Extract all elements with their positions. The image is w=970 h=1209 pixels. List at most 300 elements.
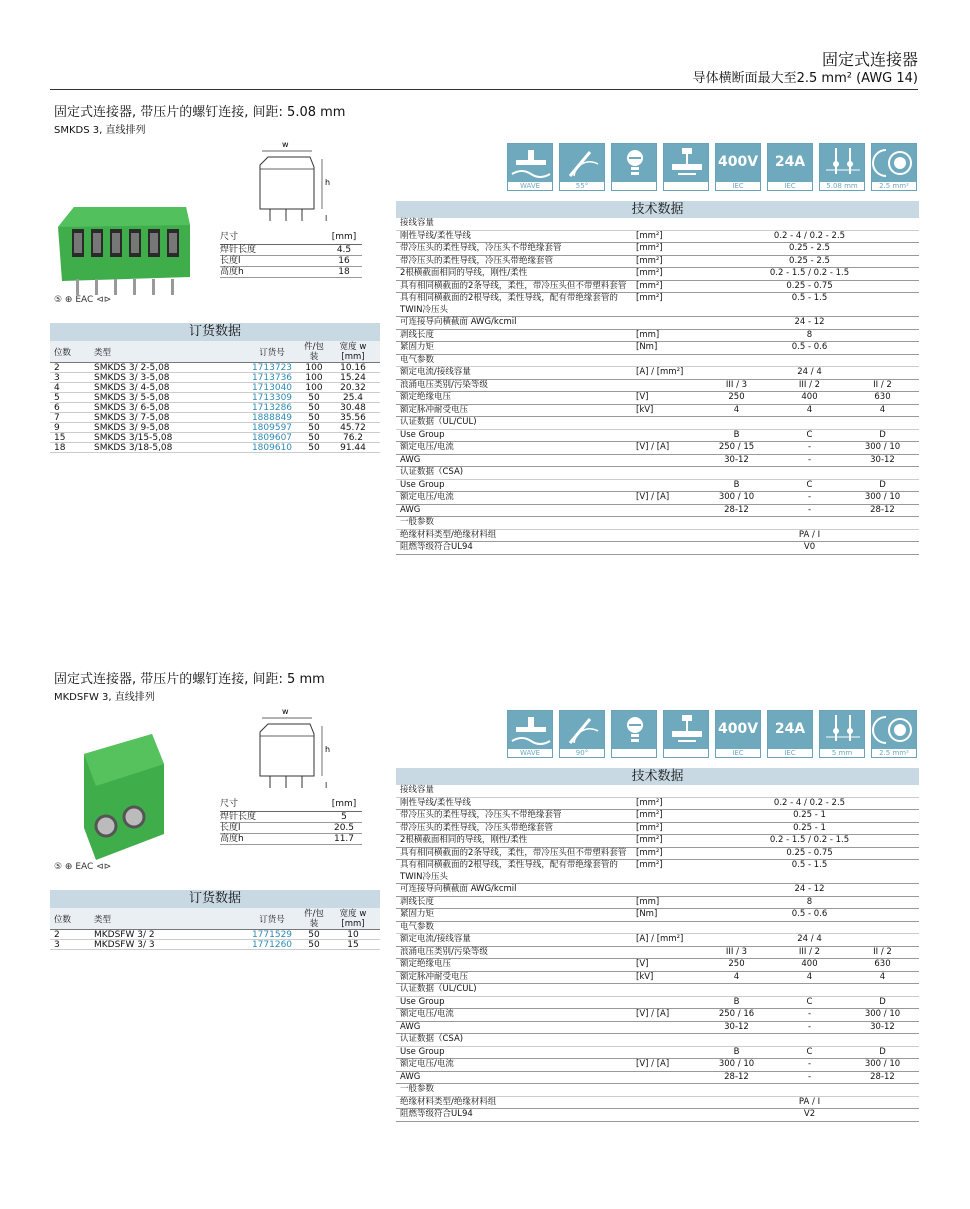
order-cell: SMKDS 3/ 9-5,08: [94, 423, 170, 433]
tech-unit: [636, 1034, 690, 1046]
order-cell: SMKDS 3/ 5-5,08: [94, 393, 170, 403]
order-row: [50, 940, 380, 950]
tech-group-heading: [396, 785, 919, 798]
order-cell: 15: [54, 433, 66, 443]
tech-row: [396, 505, 919, 518]
tech-label: 具有相同横截面的2根导线，柔性导线，配有带绝缘套管的TWIN冷压头: [400, 293, 618, 315]
rating-text: 24A: [774, 721, 806, 737]
tech-unit: [Nm]: [636, 342, 658, 352]
order-cell: 30.48: [340, 403, 366, 413]
tech-unit: [636, 1084, 690, 1096]
product-photo: [54, 724, 194, 864]
tech-label: 一般参数: [400, 517, 435, 527]
tech-unit: [mm²]: [636, 797, 663, 808]
dimension-value: 20.5: [333, 823, 355, 833]
tech-label: 带冷压头的柔性导线，冷压头带绝缘套管: [400, 822, 554, 833]
tech-value: C: [806, 479, 813, 490]
tech-values: [700, 848, 919, 860]
tech-row: [396, 798, 919, 811]
feature-icon-label: [664, 748, 708, 757]
feature-icon: [871, 710, 917, 758]
tech-unit: [636, 997, 690, 1009]
tech-data-title: 技术数据: [396, 201, 919, 218]
tech-row: [396, 268, 919, 281]
tech-unit: [mm²]: [636, 255, 663, 266]
svg-text:w: w: [282, 707, 289, 716]
tech-label: 认证数据（UL/CUL): [400, 984, 477, 994]
order-cell: 100: [305, 373, 323, 383]
tech-label: 认证数据（UL/CUL): [400, 417, 477, 427]
tech-unit: [636, 505, 690, 517]
tech-unit: [kV]: [636, 971, 654, 982]
tech-group-heading: [396, 467, 919, 480]
tech-value: II / 2: [873, 946, 892, 957]
tech-label: 带冷压头的柔性导线，冷压头带绝缘套管: [400, 255, 554, 266]
tech-values: [700, 785, 919, 797]
order-col-header: 订货号: [259, 347, 285, 358]
feature-icon: [663, 143, 709, 191]
tech-value: 4: [806, 404, 813, 415]
feature-icon: [559, 710, 605, 758]
order-row: [50, 423, 380, 433]
tech-value: 250 / 15: [718, 442, 755, 452]
tech-label: 额定电流/接线容量: [400, 367, 471, 377]
order-col-header: 宽度 w [mm]: [339, 341, 367, 362]
tech-value: 630: [874, 959, 891, 969]
dimension-label: 焊针长度: [220, 245, 257, 255]
tech-label: 额定脉冲耐受电压: [400, 404, 469, 415]
tech-unit: [kV]: [636, 404, 654, 415]
tech-values: [700, 1009, 919, 1021]
tech-unit: [mm]: [636, 896, 660, 907]
tech-label: AWG: [400, 1071, 421, 1082]
tech-row: [396, 542, 919, 555]
tech-unit: [636, 1072, 690, 1084]
tech-label: 紧固力矩: [400, 342, 435, 352]
tech-values: [700, 984, 919, 996]
approval-marks: ⑤ ⊕ EAC ⊲⊳: [54, 862, 112, 872]
tech-value: -: [807, 1071, 812, 1082]
tech-value: B: [733, 429, 740, 440]
tech-value: D: [879, 996, 886, 1007]
tech-value: 28-12: [724, 504, 749, 515]
order-cell: 3: [54, 940, 60, 950]
tech-row: [396, 909, 919, 922]
order-row: [50, 383, 380, 393]
dimension-value: 11.7: [333, 834, 355, 844]
tech-unit: [636, 417, 690, 429]
tech-value: III / 3: [725, 946, 748, 957]
tech-group-heading: [396, 355, 919, 368]
order-cell: 50: [308, 443, 320, 453]
order-cell: 7: [54, 413, 60, 423]
tech-values: [700, 1084, 919, 1096]
order-col-header: 位数: [54, 914, 72, 925]
tech-values: [700, 922, 919, 934]
order-col-header: 订货号: [259, 914, 285, 925]
tech-label: 认证数据（CSA): [400, 1034, 464, 1044]
feature-icon-label: 90°: [560, 748, 604, 757]
tech-unit: [V] / [A]: [636, 1009, 670, 1019]
dimensions-unit: [mm]: [331, 232, 357, 242]
tech-values: [700, 317, 919, 329]
tech-label: 接线容量: [400, 218, 435, 228]
tech-value: D: [879, 479, 886, 490]
tech-value: 0.5 - 0.6: [791, 342, 828, 352]
tech-value: 0.5 - 1.5: [791, 860, 828, 870]
tech-label: 阻燃等级符合UL94: [400, 1109, 473, 1119]
tech-value: D: [879, 1046, 886, 1057]
tech-unit: [mm²]: [636, 835, 663, 845]
tech-value: 24 - 12: [794, 884, 825, 894]
order-number-link[interactable]: 1713040: [251, 383, 293, 393]
tech-value: 250: [728, 392, 745, 402]
order-number-link[interactable]: 1713736: [251, 373, 293, 383]
feature-icon: [767, 143, 813, 191]
tech-unit: [mm²]: [636, 822, 663, 833]
feature-icon-label: 55°: [560, 181, 604, 190]
order-cell: MKDSFW 3/ 2: [94, 930, 155, 940]
tech-row: [396, 430, 919, 443]
tech-label: 绝缘材料类型/绝缘材料组: [400, 1096, 497, 1107]
order-row: [50, 413, 380, 423]
order-table-header: [50, 341, 380, 363]
tech-data-table: [396, 201, 919, 555]
tech-group-heading: [396, 218, 919, 231]
order-number-link[interactable]: 1809597: [251, 423, 293, 433]
feature-icon-label: [664, 181, 708, 190]
tech-row: [396, 442, 919, 455]
tech-values: [700, 1109, 919, 1121]
tech-values: [700, 417, 919, 429]
feature-icon: [611, 710, 657, 758]
tech-values: [700, 1097, 919, 1109]
tech-value: 4: [733, 404, 740, 415]
order-number-link[interactable]: 1771260: [251, 940, 293, 950]
order-cell: SMKDS 3/15-5,08: [94, 433, 173, 443]
tech-label: 具有相同横截面的2根导线，柔性导线，配有带绝缘套管的TWIN冷压头: [400, 860, 618, 882]
tech-label: Use Group: [400, 429, 445, 440]
tech-row: [396, 1097, 919, 1110]
tech-values: [700, 492, 919, 504]
tech-label: Use Group: [400, 479, 445, 490]
tech-unit: [636, 530, 690, 542]
tech-value: 400: [801, 959, 818, 969]
dimension-row: [220, 256, 362, 267]
tech-value: -: [807, 1059, 812, 1069]
tech-group-heading: [396, 517, 919, 530]
tech-values: [700, 430, 919, 442]
order-row: [50, 930, 380, 940]
section-title: 固定式连接器, 带压片的螺钉连接, 间距: 5.08 mm: [54, 105, 346, 120]
tech-value: 24 - 12: [794, 317, 825, 327]
tech-row: [396, 243, 919, 256]
order-number-link[interactable]: 1713723: [251, 363, 293, 373]
tech-unit: [636, 317, 690, 329]
tech-value: 28-12: [870, 1071, 895, 1082]
tech-values: [700, 355, 919, 367]
tech-values: [700, 542, 919, 554]
tech-value: III / 2: [798, 379, 821, 390]
dimension-row: [220, 267, 362, 278]
order-cell: 76.2: [342, 433, 364, 443]
dimensions-header: [220, 794, 362, 812]
tech-label: 阻燃等级符合UL94: [400, 542, 473, 552]
feature-icon: [715, 143, 761, 191]
tech-label: 额定绝缘电压: [400, 959, 452, 969]
tech-row: [396, 997, 919, 1010]
tech-row: [396, 455, 919, 468]
tech-value: C: [806, 996, 813, 1007]
order-number-link[interactable]: 1888849: [251, 413, 293, 423]
tech-unit: [636, 467, 690, 479]
tech-label: 额定电压/电流: [400, 1009, 454, 1019]
tech-unit: [636, 1109, 690, 1121]
feature-icon-label: 5 mm: [820, 748, 864, 757]
order-cell: 2: [54, 363, 60, 373]
tech-values: [700, 405, 919, 417]
order-cell: SMKDS 3/ 6-5,08: [94, 403, 170, 413]
tech-value: -: [807, 1009, 812, 1019]
tech-values: [700, 442, 919, 454]
dimensions-unit: [mm]: [331, 799, 357, 809]
tech-value: 400: [801, 392, 818, 402]
tech-unit: [636, 455, 690, 467]
tech-unit: [636, 542, 690, 554]
tech-row: [396, 835, 919, 848]
order-cell: 20.32: [340, 383, 366, 393]
product-section: [0, 672, 970, 1209]
tech-row: [396, 823, 919, 836]
order-number-link[interactable]: 1771529: [251, 930, 293, 940]
rating-text: 400V: [717, 154, 759, 170]
tech-label: AWG: [400, 1021, 421, 1032]
tech-row: [396, 380, 919, 393]
section-title: 固定式连接器, 带压片的螺钉连接, 间距: 5 mm: [54, 672, 325, 687]
tech-value: 4: [806, 971, 813, 982]
order-number-link[interactable]: 1809610: [251, 443, 293, 453]
order-cell: 25.4: [342, 393, 364, 403]
tech-unit: [V]: [636, 959, 649, 969]
tech-value: 300 / 10: [864, 1059, 901, 1069]
tech-values: [700, 909, 919, 921]
tech-group-heading: [396, 417, 919, 430]
order-cell: SMKDS 3/ 4-5,08: [94, 383, 170, 393]
feature-icon: [507, 143, 553, 191]
tech-values: [700, 823, 919, 835]
order-table-title: 订货数据: [50, 323, 380, 341]
tech-row: [396, 1109, 919, 1122]
order-col-header: 件/包装: [304, 341, 324, 362]
tech-unit: [mm²]: [636, 860, 663, 870]
tech-unit: [V] / [A]: [636, 492, 670, 502]
tech-value: 30-12: [870, 454, 895, 465]
tech-row: [396, 367, 919, 380]
dimension-label: 长度l: [220, 256, 241, 266]
tech-group-heading: [396, 1034, 919, 1047]
tech-values: [700, 281, 919, 293]
feature-icon: [715, 710, 761, 758]
tech-value: 0.5 - 0.6: [791, 909, 828, 919]
tech-row: [396, 934, 919, 947]
feature-icon: [507, 710, 553, 758]
tech-label: 额定电流/接线容量: [400, 934, 471, 944]
tech-row: [396, 884, 919, 897]
tech-unit: [636, 517, 690, 529]
tech-row: [396, 972, 919, 985]
tech-value: B: [733, 996, 740, 1007]
tech-value: 630: [874, 392, 891, 402]
tech-data-title: 技术数据: [396, 768, 919, 785]
tech-value: III / 2: [798, 946, 821, 957]
tech-label: 刚性导线/柔性导线: [400, 797, 471, 808]
feature-icon-label: 5.08 mm: [820, 181, 864, 190]
tech-label: 紧固力矩: [400, 909, 435, 919]
tech-values: [700, 959, 919, 971]
tech-value: PA / I: [798, 1096, 821, 1107]
tech-row: [396, 530, 919, 543]
tech-value: V0: [803, 542, 816, 552]
tech-value: B: [733, 479, 740, 490]
tech-label: AWG: [400, 454, 421, 465]
feature-icon: [767, 710, 813, 758]
dimension-value: 16: [338, 256, 350, 266]
tech-values: [700, 884, 919, 896]
feature-icon: [819, 710, 865, 758]
order-table-title: 订货数据: [50, 890, 380, 908]
feature-icon-label: IEC: [768, 748, 812, 757]
order-number-link[interactable]: 1713286: [251, 403, 293, 413]
tech-value: 0.25 - 0.75: [786, 847, 833, 858]
tech-value: 0.25 - 2.5: [789, 243, 830, 253]
tech-values: [700, 380, 919, 392]
tech-label: 额定电压/电流: [400, 442, 454, 452]
svg-text:l: l: [325, 781, 328, 790]
svg-text:w: w: [282, 140, 289, 149]
tech-value: III / 3: [725, 379, 748, 390]
order-cell: SMKDS 3/ 7-5,08: [94, 413, 170, 423]
tech-value: 8: [806, 329, 813, 340]
tech-unit: [636, 1047, 690, 1059]
tech-values: [700, 997, 919, 1009]
tech-row: [396, 342, 919, 355]
tech-value: 0.25 - 2.5: [789, 255, 830, 266]
order-number-link[interactable]: 1713309: [251, 393, 293, 403]
feature-icon: [871, 143, 917, 191]
tech-value: -: [807, 442, 812, 452]
tech-values: [700, 243, 919, 255]
dimension-label: 长度l: [220, 823, 241, 833]
tech-values: [700, 835, 919, 847]
dimension-label: 高度h: [220, 267, 244, 277]
tech-unit: [636, 884, 690, 896]
section-subtitle: SMKDS 3, 直线排列: [54, 125, 146, 136]
tech-row: [396, 810, 919, 823]
header-divider: [50, 89, 918, 90]
tech-value: 0.2 - 4 / 0.2 - 2.5: [773, 797, 846, 808]
dimension-label: 高度h: [220, 834, 244, 844]
tech-values: [700, 798, 919, 810]
tech-value: -: [807, 454, 812, 465]
tech-row: [396, 281, 919, 294]
feature-icon: [663, 710, 709, 758]
tech-values: [700, 530, 919, 542]
tech-values: [700, 860, 919, 883]
feature-icon-label: IEC: [716, 181, 760, 190]
tech-value: 250: [728, 959, 745, 969]
dimension-value: 4.5: [336, 245, 352, 255]
feature-icon-label: 2.5 mm²: [872, 181, 916, 190]
tech-value: D: [879, 429, 886, 440]
tech-values: [700, 367, 919, 379]
order-cell: 2: [54, 930, 60, 940]
order-cell: 5: [54, 393, 60, 403]
tech-row: [396, 1072, 919, 1085]
tech-label: Use Group: [400, 1046, 445, 1057]
tech-row: [396, 405, 919, 418]
tech-values: [700, 256, 919, 268]
tech-row: [396, 1009, 919, 1022]
tech-label: 带冷压头的柔性导线，冷压头不带绝缘套管: [400, 243, 562, 253]
tech-values: [700, 330, 919, 342]
order-cell: 50: [308, 940, 320, 950]
order-cell: 10: [347, 930, 359, 940]
tech-unit: [mm²]: [636, 847, 663, 858]
feature-icon-label: WAVE: [508, 181, 552, 190]
tech-unit: [636, 785, 690, 797]
dimension-drawing: [242, 706, 342, 798]
tech-value: 24 / 4: [797, 367, 822, 377]
dimension-value: 18: [338, 267, 350, 277]
dimensions-header: [220, 227, 362, 245]
tech-values: [700, 1034, 919, 1046]
tech-label: 剥线长度: [400, 896, 435, 907]
tech-label: 电气参数: [400, 921, 435, 932]
order-number-link[interactable]: 1809607: [251, 433, 293, 443]
tech-values: [700, 467, 919, 479]
order-cell: SMKDS 3/ 2-5,08: [94, 363, 170, 373]
tech-unit: [mm²]: [636, 268, 663, 278]
tech-value: 300 / 10: [864, 442, 901, 452]
feature-icons: [507, 143, 919, 191]
order-row: [50, 363, 380, 373]
order-cell: 45.72: [340, 423, 366, 433]
tech-row: [396, 480, 919, 493]
tech-unit: [636, 1097, 690, 1109]
tech-unit: [mm]: [636, 329, 660, 340]
order-col-header: 类型: [94, 914, 112, 925]
approval-marks: ⑤ ⊕ EAC ⊲⊳: [54, 295, 112, 305]
tech-value: 24 / 4: [797, 934, 822, 944]
order-cell: SMKDS 3/18-5,08: [94, 443, 173, 453]
tech-unit: [mm²]: [636, 230, 663, 241]
tech-label: 2根横截面相同的导线，刚性/柔性: [400, 835, 528, 845]
order-cell: 3: [54, 373, 60, 383]
order-table: [50, 323, 380, 453]
tech-label: 接线容量: [400, 785, 435, 795]
tech-values: [700, 810, 919, 822]
tech-row: [396, 947, 919, 960]
tech-label: 2根横截面相同的导线，刚性/柔性: [400, 268, 528, 278]
tech-value: C: [806, 429, 813, 440]
svg-text:h: h: [325, 178, 331, 187]
order-cell: MKDSFW 3/ 3: [94, 940, 155, 950]
tech-value: 0.25 - 1: [793, 810, 826, 820]
tech-row: [396, 392, 919, 405]
feature-icon: [819, 143, 865, 191]
tech-values: [700, 392, 919, 404]
tech-label: 额定电压/电流: [400, 1059, 454, 1069]
